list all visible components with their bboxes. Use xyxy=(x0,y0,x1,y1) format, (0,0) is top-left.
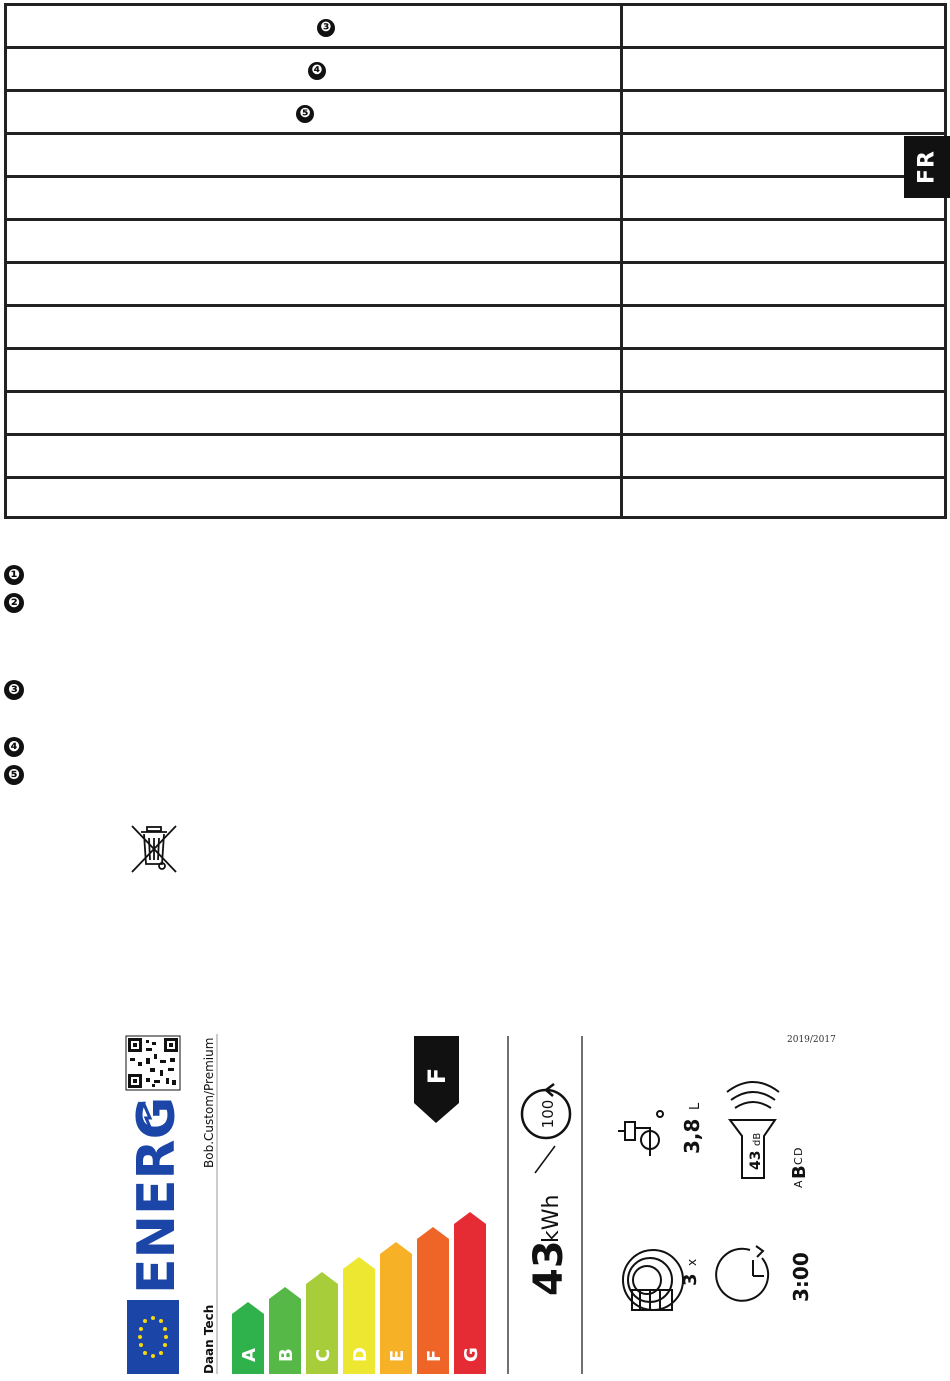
energy-class-bar-a xyxy=(232,1302,264,1374)
table-row xyxy=(7,221,944,264)
language-label: FR xyxy=(914,150,940,184)
noise-value: 43 xyxy=(748,1150,764,1170)
noise-class-scale xyxy=(789,1148,810,1188)
table-row xyxy=(7,92,944,135)
table-row xyxy=(7,350,944,393)
supplier-name: Daan Tech xyxy=(202,1304,216,1374)
noise-class-c: C xyxy=(792,1157,805,1165)
table-row xyxy=(7,264,944,307)
noise-unit: dB xyxy=(752,1132,763,1146)
water-value: 3,8 xyxy=(680,1118,704,1154)
footnote-1: ❶ xyxy=(4,565,24,585)
energy-unit: kWh xyxy=(539,1194,564,1243)
energy-class-label-f: F xyxy=(424,1349,445,1362)
table-row xyxy=(7,6,944,49)
energy-value: 43 xyxy=(526,1240,572,1296)
language-tab xyxy=(904,136,950,198)
water-unit: L xyxy=(688,1102,703,1110)
energy-label xyxy=(110,1028,850,1378)
energy-class-scale xyxy=(232,1212,486,1374)
energy-class-label-d: D xyxy=(350,1347,371,1362)
plates-icon xyxy=(623,1250,683,1310)
place-settings-unit: x xyxy=(685,1258,699,1266)
table-row xyxy=(7,307,944,350)
table-row xyxy=(7,479,944,519)
footnote-3: ❸ xyxy=(4,680,24,700)
timer-icon xyxy=(716,1246,768,1301)
footnote-5: ❺ xyxy=(4,765,24,785)
table-row xyxy=(7,178,944,221)
eu-flag-icon xyxy=(127,1300,179,1374)
noise-class-d: D xyxy=(792,1147,805,1156)
water-tap-icon xyxy=(618,1111,663,1156)
noise-class-b: B xyxy=(789,1165,810,1179)
cycles-value: 100 xyxy=(539,1099,557,1129)
energy-brand-wordmark: ENERG xyxy=(127,1096,187,1294)
energy-class-label-a: A xyxy=(239,1348,260,1362)
footnote-marker-3: ❸ xyxy=(317,19,335,37)
table-row xyxy=(7,393,944,436)
duration-value: 3:00 xyxy=(789,1252,813,1302)
energy-class-label-e: E xyxy=(387,1349,408,1362)
regulation-number: 2019/2017 xyxy=(787,1035,836,1045)
footnote-2: ❷ xyxy=(4,593,24,613)
footnote-4: ❹ xyxy=(4,737,24,757)
energy-class-label-c: C xyxy=(313,1348,334,1362)
table-row xyxy=(7,436,944,479)
table-row xyxy=(7,135,944,178)
footnote-marker-5: ❺ xyxy=(296,105,314,123)
table-row xyxy=(7,49,944,92)
crossed-out-bin-icon xyxy=(128,824,180,876)
qr-code xyxy=(126,1036,180,1090)
current-class-letter: F xyxy=(423,1067,451,1085)
place-settings-value: 3 xyxy=(680,1273,701,1286)
energy-class-label-g: G xyxy=(461,1347,482,1362)
noise-class-a: A xyxy=(792,1180,805,1188)
energy-class-label-b: B xyxy=(276,1348,297,1362)
model-identifier: Bob.Custom/Premium xyxy=(202,1037,216,1168)
spec-table xyxy=(4,3,947,519)
divider xyxy=(535,1146,555,1173)
footnote-marker-4: ❹ xyxy=(308,62,326,80)
